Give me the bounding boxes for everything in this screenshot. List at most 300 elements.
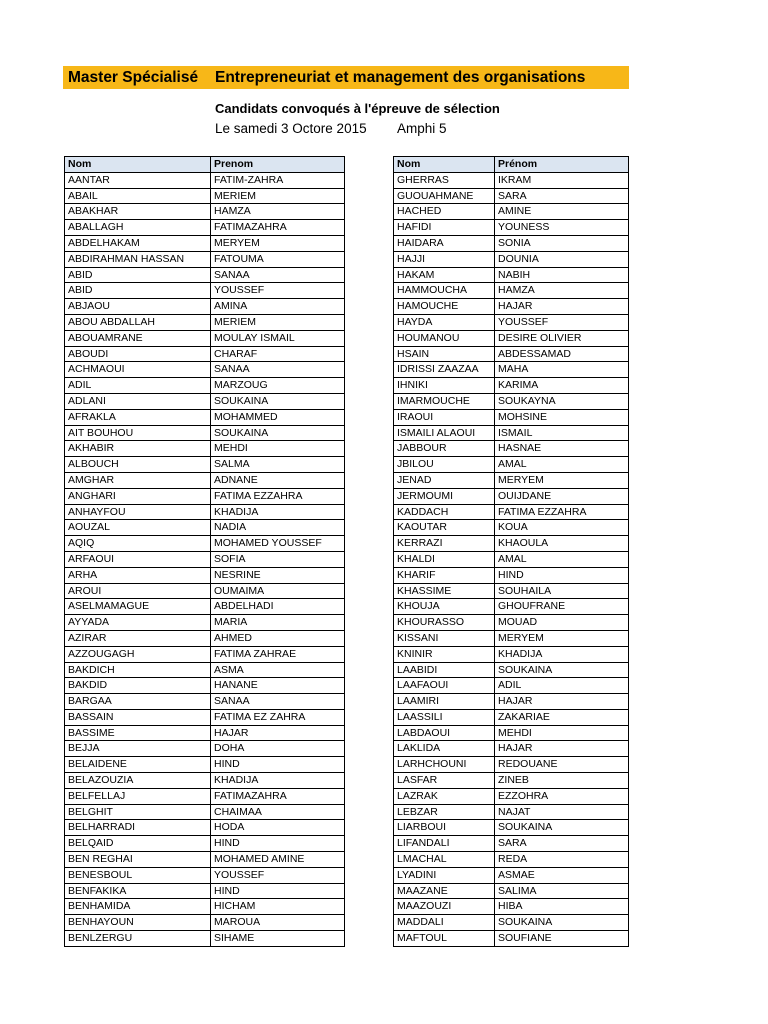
last-name-cell: BELHARRADI xyxy=(65,820,211,836)
last-name-cell: GHERRAS xyxy=(394,172,495,188)
last-name-cell: MADDALI xyxy=(394,915,495,931)
table-row xyxy=(65,709,345,725)
table-row xyxy=(394,725,629,741)
first-name-cell: KHAOULA xyxy=(495,536,629,552)
first-name-cell: HIND xyxy=(495,567,629,583)
candidates-table-left xyxy=(64,156,345,947)
last-name-cell: ABDELHAKAM xyxy=(65,235,211,251)
first-name-cell: MAHA xyxy=(495,362,629,378)
first-name-cell: SOUKAINA xyxy=(495,820,629,836)
last-name-cell: HAJJI xyxy=(394,251,495,267)
table-row xyxy=(65,393,345,409)
first-name-cell: AHMED xyxy=(211,630,345,646)
table-row xyxy=(394,251,629,267)
table-row xyxy=(65,362,345,378)
first-name-cell: FATIM-ZAHRA xyxy=(211,172,345,188)
first-name-cell: MEHDI xyxy=(211,441,345,457)
table-row xyxy=(394,551,629,567)
table-row xyxy=(394,425,629,441)
last-name-cell: BELAIDENE xyxy=(65,757,211,773)
last-name-cell: IRAOUI xyxy=(394,409,495,425)
table-row xyxy=(394,883,629,899)
last-name-cell: JERMOUMI xyxy=(394,488,495,504)
last-name-cell: BAKDICH xyxy=(65,662,211,678)
first-name-cell: SOUKAINA xyxy=(211,425,345,441)
table-row xyxy=(394,457,629,473)
table-row xyxy=(65,536,345,552)
table-row xyxy=(65,472,345,488)
last-name-cell: KISSANI xyxy=(394,630,495,646)
last-name-cell: KHALDI xyxy=(394,551,495,567)
table-row xyxy=(65,504,345,520)
first-name-cell: SIHAME xyxy=(211,931,345,947)
last-name-cell: HAIDARA xyxy=(394,235,495,251)
first-name-cell: HAMZA xyxy=(211,204,345,220)
column-header-nom: Nom xyxy=(394,157,495,173)
table-header-row xyxy=(394,157,629,173)
table-row xyxy=(394,899,629,915)
first-name-cell: ZINEB xyxy=(495,773,629,789)
table-row xyxy=(394,235,629,251)
first-name-cell: MERYEM xyxy=(211,235,345,251)
table-row xyxy=(65,299,345,315)
table-row xyxy=(394,330,629,346)
last-name-cell: JENAD xyxy=(394,472,495,488)
first-name-cell: ABDELHADI xyxy=(211,599,345,615)
table-row xyxy=(394,472,629,488)
first-name-cell: HODA xyxy=(211,820,345,836)
first-name-cell: ISMAIL xyxy=(495,425,629,441)
table-row xyxy=(65,204,345,220)
first-name-cell: KARIMA xyxy=(495,378,629,394)
first-name-cell: YOUSSEF xyxy=(495,314,629,330)
table-row xyxy=(394,172,629,188)
last-name-cell: MAAZOUZI xyxy=(394,899,495,915)
first-name-cell: IKRAM xyxy=(495,172,629,188)
first-name-cell: AMINA xyxy=(211,299,345,315)
first-name-cell: SOUKAINA xyxy=(495,915,629,931)
table-row xyxy=(394,393,629,409)
last-name-cell: ABAIL xyxy=(65,188,211,204)
table-row xyxy=(65,757,345,773)
table-row xyxy=(65,852,345,868)
last-name-cell: BELAZOUZIA xyxy=(65,773,211,789)
first-name-cell: MERIEM xyxy=(211,314,345,330)
candidates-table-right xyxy=(393,156,629,947)
last-name-cell: LABDAOUI xyxy=(394,725,495,741)
last-name-cell: LIFANDALI xyxy=(394,836,495,852)
table-row xyxy=(65,804,345,820)
last-name-cell: ABID xyxy=(65,267,211,283)
last-name-cell: KAOUTAR xyxy=(394,520,495,536)
table-row xyxy=(394,314,629,330)
table-row xyxy=(394,646,629,662)
table-row xyxy=(65,599,345,615)
table-row xyxy=(65,615,345,631)
first-name-cell: CHARAF xyxy=(211,346,345,362)
first-name-cell: AMAL xyxy=(495,457,629,473)
table-row xyxy=(65,220,345,236)
first-name-cell: MERYEM xyxy=(495,472,629,488)
first-name-cell: NESRINE xyxy=(211,567,345,583)
last-name-cell: BENHAMIDA xyxy=(65,899,211,915)
last-name-cell: ABOU ABDALLAH xyxy=(65,314,211,330)
first-name-cell: FATIMA EZZAHRA xyxy=(495,504,629,520)
table-row xyxy=(394,378,629,394)
first-name-cell: SOUHAILA xyxy=(495,583,629,599)
table-row xyxy=(65,899,345,915)
table-row xyxy=(394,741,629,757)
first-name-cell: HAJAR xyxy=(495,299,629,315)
first-name-cell: FATIMAZAHRA xyxy=(211,220,345,236)
last-name-cell: BENESBOUL xyxy=(65,867,211,883)
last-name-cell: HAFIDI xyxy=(394,220,495,236)
first-name-cell: REDOUANE xyxy=(495,757,629,773)
title-banner xyxy=(63,66,629,89)
table-row xyxy=(65,583,345,599)
last-name-cell: ADLANI xyxy=(65,393,211,409)
first-name-cell: MEHDI xyxy=(495,725,629,741)
last-name-cell: BENHAYOUN xyxy=(65,915,211,931)
table-row xyxy=(65,867,345,883)
table-row xyxy=(394,299,629,315)
first-name-cell: REDA xyxy=(495,852,629,868)
table-row xyxy=(65,251,345,267)
table-row xyxy=(394,599,629,615)
last-name-cell: AQIQ xyxy=(65,536,211,552)
last-name-cell: BEN REGHAI xyxy=(65,852,211,868)
table-row xyxy=(65,741,345,757)
table-row xyxy=(394,536,629,552)
table-row xyxy=(394,567,629,583)
first-name-cell: SOFIA xyxy=(211,551,345,567)
table-row xyxy=(394,678,629,694)
table-row xyxy=(394,220,629,236)
first-name-cell: SOUFIANE xyxy=(495,931,629,947)
table-row xyxy=(65,836,345,852)
table-row xyxy=(394,804,629,820)
last-name-cell: ANGHARI xyxy=(65,488,211,504)
last-name-cell: BENLZERGU xyxy=(65,931,211,947)
last-name-cell: ABAKHAR xyxy=(65,204,211,220)
last-name-cell: LAABIDI xyxy=(394,662,495,678)
last-name-cell: KHASSIME xyxy=(394,583,495,599)
table-row xyxy=(394,852,629,868)
table-row xyxy=(394,931,629,947)
subtitle: Candidats convoqués à l'épreuve de sélection xyxy=(215,101,500,116)
table-row xyxy=(394,520,629,536)
column-header-prenom: Prenom xyxy=(211,157,345,173)
table-row xyxy=(394,836,629,852)
table-row xyxy=(394,615,629,631)
last-name-cell: AOUZAL xyxy=(65,520,211,536)
table-row xyxy=(65,378,345,394)
table-row xyxy=(394,630,629,646)
table-row xyxy=(65,646,345,662)
first-name-cell: HIBA xyxy=(495,899,629,915)
last-name-cell: LEBZAR xyxy=(394,804,495,820)
last-name-cell: ANHAYFOU xyxy=(65,504,211,520)
first-name-cell: MERYEM xyxy=(495,630,629,646)
table-row xyxy=(394,283,629,299)
first-name-cell: MARZOUG xyxy=(211,378,345,394)
first-name-cell: FATIMAZAHRA xyxy=(211,788,345,804)
last-name-cell: JBILOU xyxy=(394,457,495,473)
table-row xyxy=(65,567,345,583)
last-name-cell: BASSAIN xyxy=(65,709,211,725)
table-row xyxy=(65,883,345,899)
last-name-cell: AMGHAR xyxy=(65,472,211,488)
first-name-cell: HIND xyxy=(211,757,345,773)
first-name-cell: ADIL xyxy=(495,678,629,694)
first-name-cell: MAROUA xyxy=(211,915,345,931)
last-name-cell: LAKLIDA xyxy=(394,741,495,757)
table-row xyxy=(65,346,345,362)
first-name-cell: OUMAIMA xyxy=(211,583,345,599)
first-name-cell: DOUNIA xyxy=(495,251,629,267)
first-name-cell: HICHAM xyxy=(211,899,345,915)
program-label: Master Spécialisé xyxy=(68,68,199,86)
first-name-cell: SONIA xyxy=(495,235,629,251)
first-name-cell: DESIRE OLIVIER xyxy=(495,330,629,346)
last-name-cell: ABJAOU xyxy=(65,299,211,315)
last-name-cell: HAYDA xyxy=(394,314,495,330)
table-row xyxy=(65,235,345,251)
last-name-cell: BEJJA xyxy=(65,741,211,757)
last-name-cell: IDRISSI ZAAZAA xyxy=(394,362,495,378)
first-name-cell: HANANE xyxy=(211,678,345,694)
first-name-cell: FATIMA ZAHRAE xyxy=(211,646,345,662)
first-name-cell: SOUKAINA xyxy=(495,662,629,678)
table-row xyxy=(65,457,345,473)
first-name-cell: NAJAT xyxy=(495,804,629,820)
table-row xyxy=(65,662,345,678)
table-row xyxy=(394,788,629,804)
last-name-cell: KHOURASSO xyxy=(394,615,495,631)
table-row xyxy=(65,551,345,567)
last-name-cell: BARGAA xyxy=(65,694,211,710)
table-row xyxy=(65,409,345,425)
table-row xyxy=(65,915,345,931)
last-name-cell: HAMMOUCHA xyxy=(394,283,495,299)
last-name-cell: ALBOUCH xyxy=(65,457,211,473)
table-row xyxy=(394,709,629,725)
table-row xyxy=(394,867,629,883)
column-header-nom: Nom xyxy=(65,157,211,173)
table-row xyxy=(65,172,345,188)
last-name-cell: AZIRAR xyxy=(65,630,211,646)
last-name-cell: MAAZANE xyxy=(394,883,495,899)
last-name-cell: AYYADA xyxy=(65,615,211,631)
first-name-cell: KOUA xyxy=(495,520,629,536)
first-name-cell: ABDESSAMAD xyxy=(495,346,629,362)
table-row xyxy=(65,931,345,947)
table-row xyxy=(394,346,629,362)
first-name-cell: SANAA xyxy=(211,362,345,378)
last-name-cell: ISMAILI ALAOUI xyxy=(394,425,495,441)
first-name-cell: MOHAMED AMINE xyxy=(211,852,345,868)
first-name-cell: FATOUMA xyxy=(211,251,345,267)
table-row xyxy=(394,820,629,836)
last-name-cell: MAFTOUL xyxy=(394,931,495,947)
last-name-cell: ARHA xyxy=(65,567,211,583)
first-name-cell: YOUSSEF xyxy=(211,867,345,883)
table-row xyxy=(65,788,345,804)
table-row xyxy=(394,915,629,931)
first-name-cell: MOULAY ISMAIL xyxy=(211,330,345,346)
last-name-cell: ASELMAMAGUE xyxy=(65,599,211,615)
first-name-cell: ASMA xyxy=(211,662,345,678)
table-row xyxy=(394,204,629,220)
first-name-cell: KHADIJA xyxy=(211,504,345,520)
last-name-cell: ACHMAOUI xyxy=(65,362,211,378)
last-name-cell: LAAMIRI xyxy=(394,694,495,710)
exam-room: Amphi 5 xyxy=(397,121,447,136)
last-name-cell: BAKDID xyxy=(65,678,211,694)
table-row xyxy=(65,820,345,836)
table-row xyxy=(65,425,345,441)
table-header-row xyxy=(65,157,345,173)
last-name-cell: HSAIN xyxy=(394,346,495,362)
first-name-cell: SANAA xyxy=(211,694,345,710)
first-name-cell: SARA xyxy=(495,836,629,852)
last-name-cell: HAKAM xyxy=(394,267,495,283)
table-row xyxy=(394,504,629,520)
last-name-cell: AIT BOUHOU xyxy=(65,425,211,441)
program-title: Entrepreneuriat et management des organisations xyxy=(215,68,586,86)
last-name-cell: KHARIF xyxy=(394,567,495,583)
first-name-cell: MERIEM xyxy=(211,188,345,204)
exam-date-line xyxy=(215,121,447,136)
last-name-cell: LIARBOUI xyxy=(394,820,495,836)
last-name-cell: HAMOUCHE xyxy=(394,299,495,315)
table-row xyxy=(65,441,345,457)
last-name-cell: BELFELLAJ xyxy=(65,788,211,804)
last-name-cell: AKHABIR xyxy=(65,441,211,457)
first-name-cell: MARIA xyxy=(211,615,345,631)
first-name-cell: MOHAMMED xyxy=(211,409,345,425)
first-name-cell: NABIH xyxy=(495,267,629,283)
last-name-cell: AROUI xyxy=(65,583,211,599)
first-name-cell: GHOUFRANE xyxy=(495,599,629,615)
last-name-cell: GUOUAHMANE xyxy=(394,188,495,204)
first-name-cell: AMINE xyxy=(495,204,629,220)
first-name-cell: KHADIJA xyxy=(495,646,629,662)
first-name-cell: YOUSSEF xyxy=(211,283,345,299)
last-name-cell: AFRAKLA xyxy=(65,409,211,425)
last-name-cell: AANTAR xyxy=(65,172,211,188)
table-row xyxy=(65,773,345,789)
first-name-cell: ZAKARIAE xyxy=(495,709,629,725)
first-name-cell: OUIJDANE xyxy=(495,488,629,504)
first-name-cell: HAJAR xyxy=(495,694,629,710)
last-name-cell: LYADINI xyxy=(394,867,495,883)
exam-date: Le samedi 3 Octore 2015 xyxy=(215,121,367,136)
first-name-cell: MOUAD xyxy=(495,615,629,631)
first-name-cell: HAMZA xyxy=(495,283,629,299)
last-name-cell: BELQAID xyxy=(65,836,211,852)
last-name-cell: ARFAOUI xyxy=(65,551,211,567)
last-name-cell: LAZRAK xyxy=(394,788,495,804)
last-name-cell: KNINIR xyxy=(394,646,495,662)
first-name-cell: EZZOHRA xyxy=(495,788,629,804)
table-row xyxy=(65,267,345,283)
last-name-cell: KERRAZI xyxy=(394,536,495,552)
first-name-cell: SARA xyxy=(495,188,629,204)
first-name-cell: HAJAR xyxy=(495,741,629,757)
table-row xyxy=(394,441,629,457)
table-row xyxy=(394,188,629,204)
last-name-cell: JABBOUR xyxy=(394,441,495,457)
first-name-cell: ADNANE xyxy=(211,472,345,488)
table-row xyxy=(65,678,345,694)
table-row xyxy=(65,330,345,346)
last-name-cell: ABOUAMRANE xyxy=(65,330,211,346)
first-name-cell: AMAL xyxy=(495,551,629,567)
first-name-cell: FATIMA EZ ZAHRA xyxy=(211,709,345,725)
table-row xyxy=(65,488,345,504)
last-name-cell: KHOUJA xyxy=(394,599,495,615)
table-row xyxy=(394,757,629,773)
last-name-cell: LAASSILI xyxy=(394,709,495,725)
table-row xyxy=(394,488,629,504)
first-name-cell: SALIMA xyxy=(495,883,629,899)
table-row xyxy=(394,662,629,678)
last-name-cell: BELGHIT xyxy=(65,804,211,820)
first-name-cell: SALMA xyxy=(211,457,345,473)
first-name-cell: HASNAE xyxy=(495,441,629,457)
last-name-cell: ABOUDI xyxy=(65,346,211,362)
first-name-cell: FATIMA EZZAHRA xyxy=(211,488,345,504)
last-name-cell: ABALLAGH xyxy=(65,220,211,236)
table-row xyxy=(394,362,629,378)
table-row xyxy=(65,283,345,299)
table-row xyxy=(394,267,629,283)
last-name-cell: LAAFAOUI xyxy=(394,678,495,694)
last-name-cell: HOUMANOU xyxy=(394,330,495,346)
first-name-cell: YOUNESS xyxy=(495,220,629,236)
first-name-cell: KHADIJA xyxy=(211,773,345,789)
table-row xyxy=(65,630,345,646)
first-name-cell: HAJAR xyxy=(211,725,345,741)
last-name-cell: AZZOUGAGH xyxy=(65,646,211,662)
table-row xyxy=(65,725,345,741)
last-name-cell: BASSIME xyxy=(65,725,211,741)
first-name-cell: MOHSINE xyxy=(495,409,629,425)
first-name-cell: CHAIMAA xyxy=(211,804,345,820)
last-name-cell: HACHED xyxy=(394,204,495,220)
first-name-cell: ASMAE xyxy=(495,867,629,883)
table-row xyxy=(394,694,629,710)
last-name-cell: ABDIRAHMAN HASSAN xyxy=(65,251,211,267)
table-row xyxy=(65,188,345,204)
table-row xyxy=(394,773,629,789)
table-row xyxy=(65,314,345,330)
first-name-cell: HIND xyxy=(211,883,345,899)
last-name-cell: ADIL xyxy=(65,378,211,394)
table-row xyxy=(65,694,345,710)
last-name-cell: IMARMOUCHE xyxy=(394,393,495,409)
first-name-cell: SOUKAYNA xyxy=(495,393,629,409)
first-name-cell: SANAA xyxy=(211,267,345,283)
last-name-cell: BENFAKIKA xyxy=(65,883,211,899)
table-row xyxy=(394,409,629,425)
first-name-cell: NADIA xyxy=(211,520,345,536)
first-name-cell: SOUKAINA xyxy=(211,393,345,409)
last-name-cell: KADDACH xyxy=(394,504,495,520)
first-name-cell: HIND xyxy=(211,836,345,852)
first-name-cell: DOHA xyxy=(211,741,345,757)
